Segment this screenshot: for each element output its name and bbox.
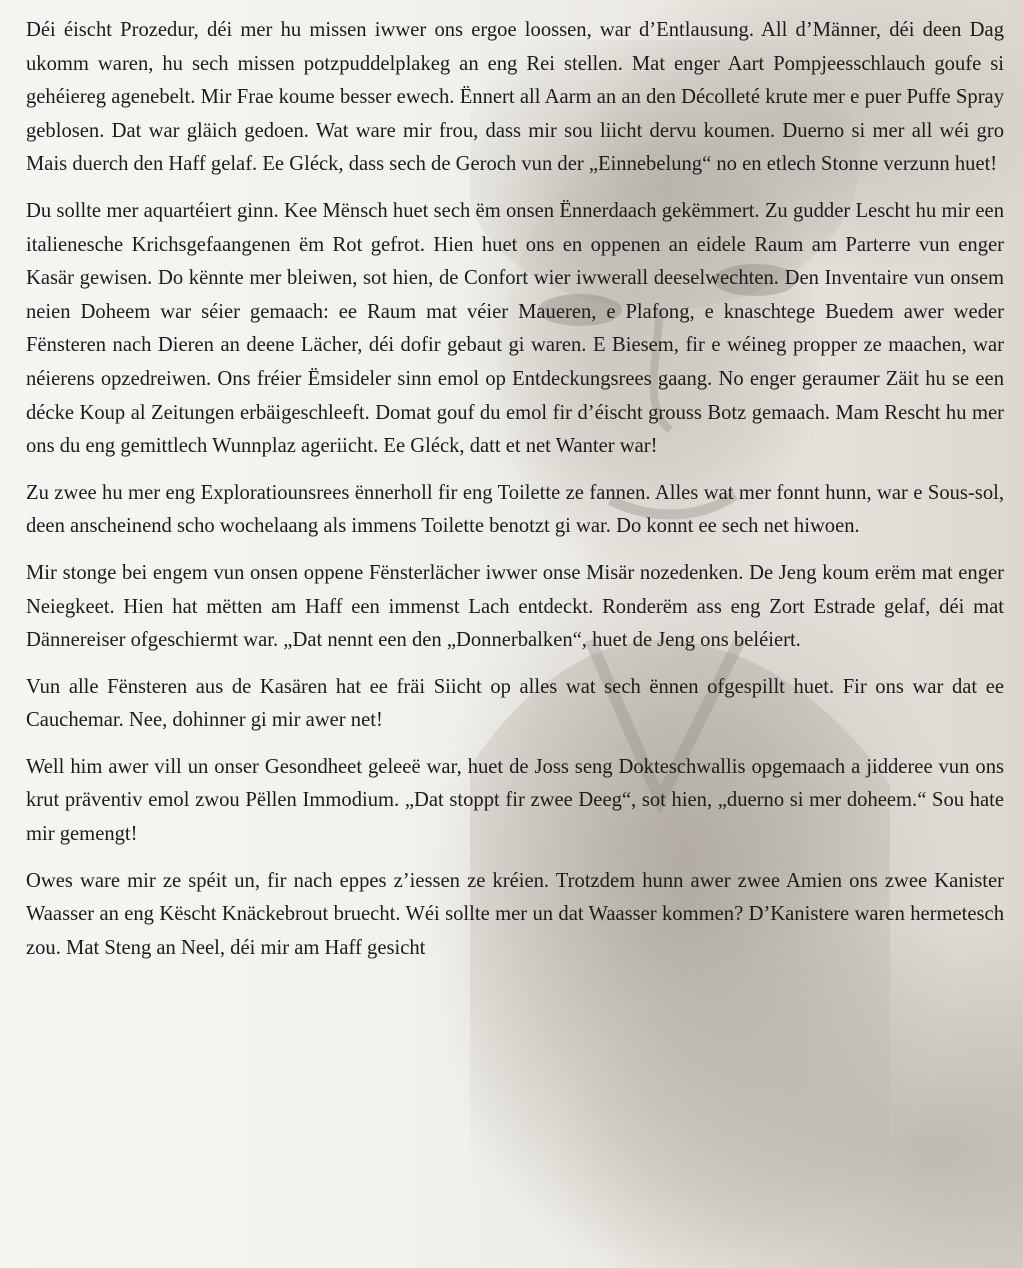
paragraph-delousing: Déi éischt Prozedur, déi mer hu missen iwwer ons ergoe loossen, war d’Entlausung. All d’Männer, déi deen Dag ukomm waren, hu sech missen potzpuddelplakeg an eng Rei stellen. Mat enger Aart Pompjeesschlauch goufe si gehéiereg agenebelt. Mir Frae koume besser ewech. Ënnert all Aarm an an den Décolleté krute mer e puer Puffe Spray geblosen. Dat war gläich gedoen. Wat ware mir frou, dass mir sou liicht dervu koumen. Duerno si mer all wéi gro Mais duerch den Haff gelaf. Ee Gléck, dass sech de Geroch vun der „Einnebelung“ no en etlech Stonne verzunn huet! (26, 19, 1004, 176)
paragraph-donnerbalken: Mir stonge bei engem vun onsen oppene Fënsterlächer iwwer onse Misär nozedenken. De Jeng koum erëm mat enger Neiegkeet. Hien hat mëtten am Haff een immenst Lach entdeckt. Ronderëm ass eng Zort Estrade gelaf, déi mat Dännereiser ofgeschiermt war. „Dat nennt een den „Donnerbalken“, huet de Jeng ons beléiert. (26, 561, 1004, 652)
paragraph-immodium: Well him awer vill un onser Gesondheet geleeë war, huet de Joss seng Dokteschwallis opgemaach a jidderee vun ons krut präventiv emol zwou Pëllen Immodium. „Dat stoppt fir zwee Deeg“, sot hien, „duerno si mer doheem.“ Sou hate mir gemengt! (26, 755, 1004, 846)
paragraph-evening: Owes ware mir ze spéit un, fir nach eppes z’iessen ze kréien. Trotzdem hunn awer zwee Amien ons zwee Kanister Waasser an eng Këscht Knäckebrout bruecht. Wéi sollte mer un dat Waasser kommen? D’Kanistere waren hermetesch zou. Mat Steng an Neel, déi mir am Haff gesicht (26, 869, 1004, 959)
paragraph-quarters: Du sollte mer aquartéiert ginn. Kee Mënsch huet sech ëm onsen Ënnerdaach gekëmmert. Zu gudder Lescht hu mir een italienesche Krichsgefaangenen ëm Rot gefrot. Hien huet ons en oppenen an eidele Raum am Parterre vun enger Kasär gewisen. Do kënnte mer bleiwen, sot hien, de Confort wier iwwerall deeselwechten. Den Inventaire vun onsem neien Doheem war séier gemaach: ee Raum mat véier Maueren, e Plafong, e knaschtege Buedem awer weder Fënsteren nach Dieren an deene Lächer, déi dofir gebaut gi waren. E Biesem, fir e wéineg propper ze maachen, war néierens opzedreiwen. Ons fréier Ëmsideler sinn emol op Entdeckungsrees gaang. No enger geraumer Zäit hu se een décke Koup al Zeitungen erbäigeschleeft. Domat gouf du emol fir d’éischt grouss Botz gemaach. Mam Rescht hu mer ons du eng gemittlech Wunnplaz ageriicht. Ee Gléck, datt et net Wanter war! (26, 199, 1004, 458)
paragraph-toilet-search: Zu zwee hu mer eng Exploratiounsrees ënnerholl fir eng Toilette ze fannen. Alles wat mer fonnt hunn, war e Sous-sol, deen anscheinend scho wochelaang als immens Toilette benotzt gi war. Do konnt ee sech net hiwoen. (26, 481, 1004, 538)
body-text (26, 14, 1004, 965)
paragraph-windows: Vun alle Fënsteren aus de Kasären hat ee fräi Siicht op alles wat sech ënnen ofgespillt huet. Fir ons war dat ee Cauchemar. Nee, dohinner gi mir awer net! (26, 675, 1004, 732)
